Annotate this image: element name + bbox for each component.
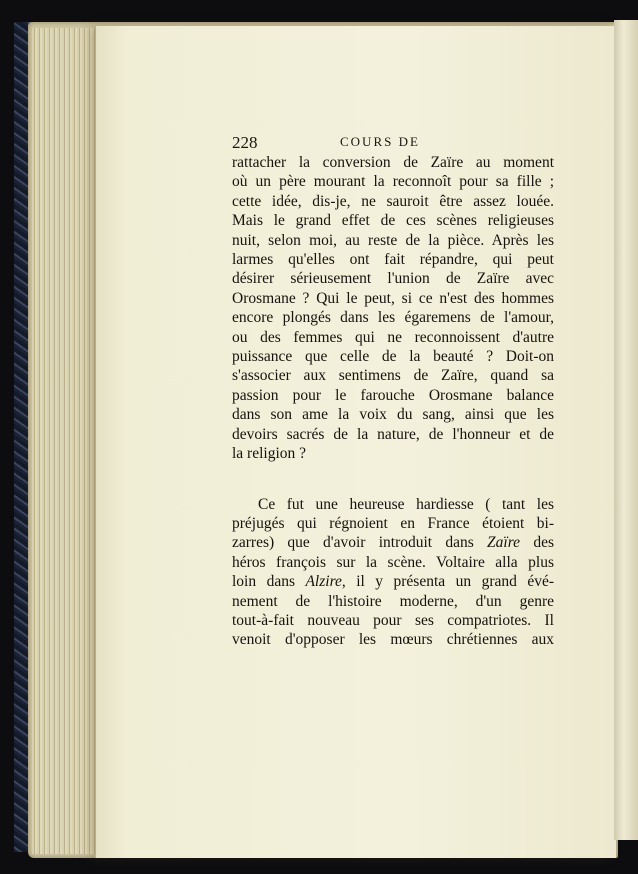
body-text	[232, 153, 554, 650]
text-line: préjugés qui régnoient en France étoient bi-	[232, 514, 554, 532]
italic-title: Zaïre	[487, 534, 521, 552]
text-line: nement de l'histoire moderne, d'un genre	[232, 592, 554, 610]
page-header	[232, 133, 552, 153]
text-line: devoirs sacrés de la nature, de l'honneur et de	[232, 425, 554, 443]
text-line: venoit d'opposer les mœurs chrétiennes aux	[232, 631, 554, 649]
text-line	[232, 533, 554, 552]
text-line: où un père mourant la reconnoît pour sa fille ;	[232, 173, 554, 191]
text-line: dans son ame la voix du sang, ainsi que les	[232, 406, 554, 424]
text-line: ou des femmes qui ne reconnoissent d'autre	[232, 328, 554, 346]
text-line: passion pour le farouche Orosmane balance	[232, 386, 554, 404]
page-number: 228	[232, 133, 258, 152]
text-fragment: , il y présenta un grand évé-	[341, 573, 554, 591]
text-line: larmes qu'elles ont fait répandre, qui peut	[232, 251, 554, 269]
text-fragment: zarres) que d'avoir introduit dans	[232, 534, 488, 552]
text-line: la religion ?	[232, 445, 307, 463]
text-fragment: des	[520, 534, 554, 552]
text-line: cette idée, dis-je, ne sauroit être assez louée.	[232, 192, 554, 210]
italic-title: Alzire	[305, 573, 342, 591]
facing-page-edge	[614, 20, 638, 840]
text-line: Ce fut une heureuse hardiesse ( tant les	[258, 495, 554, 513]
text-fragment: loin dans	[232, 573, 306, 591]
text-line: désirer sérieusement l'union de Zaïre avec	[232, 270, 554, 288]
text-line: encore plongés dans les égaremens de l'amour,	[232, 309, 554, 327]
text-line: tout-à-fait nouveau pour ses compatriotes. Il	[232, 611, 554, 629]
text-line: puissance que celle de la beauté ? Doit-on	[232, 348, 554, 366]
text-line: rattacher la conversion de Zaïre au moment	[232, 154, 554, 171]
text-line: nuit, selon moi, au reste de la pièce. Après les	[232, 231, 554, 249]
text-line: Orosmane ? Qui le peut, si ce n'est des hommes	[232, 289, 554, 307]
text-line	[232, 572, 554, 591]
text-line: Mais le grand effet de ces scènes religieuses	[232, 212, 554, 230]
text-line: héros françois sur la scène. Voltaire alla plus	[232, 553, 554, 571]
paragraph-gap	[232, 464, 554, 495]
text-line: s'associer aux sentimens de Zaïre, quand sa	[232, 367, 554, 385]
running-head: COURS DE	[340, 134, 420, 149]
